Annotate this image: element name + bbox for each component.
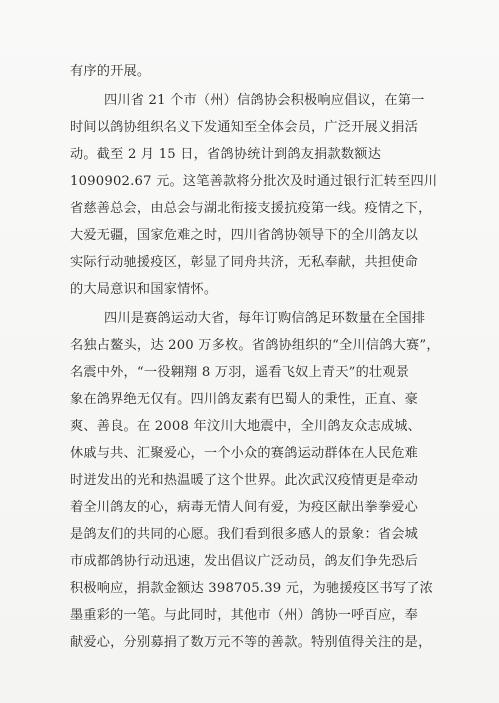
text-line: 大爱无疆，国家危难之时，四川省鸽协领导下的全川鸽友以 bbox=[70, 228, 419, 243]
text-line: 的大局意识和国家情怀。 bbox=[70, 282, 218, 297]
text-line: 时间以鸽协组织名义下发通知至全体会员，广泛开展义捐活 bbox=[70, 120, 419, 135]
text-line: 市成都鸽协行动迅速，发出倡议广泛动员，鸽友们争先恐后 bbox=[70, 554, 419, 569]
text-line: 爽、善良。在 2008 年汶川大地震中，全川鸽友众志成城、 bbox=[70, 419, 422, 434]
text-line: 积极响应，捐款金额达 398705.39 元，为驰援疫区书写了浓 bbox=[70, 581, 434, 596]
text-line: 1090902.67 元。这笔善款将分批次及时通过银行汇转至四川 bbox=[70, 174, 438, 189]
text-line: 着全川鸽友的心，病毒无情人间有爱，为疫区献出拳拳爱心 bbox=[70, 500, 419, 515]
text-line: 休戚与共、汇聚爱心，一个小众的赛鸽运动群体在人民危难 bbox=[70, 446, 419, 461]
text-line: 名独占鳌头，达 200 万多枚。省鸽协组织的“全川信鸽大赛”， bbox=[70, 338, 440, 353]
text-line: 动。截至 2 月 15 日，省鸽协统计到鸽友捐款数额达 bbox=[70, 147, 382, 162]
text-line: 时迸发出的光和热温暖了这个世界。此次武汉疫情更是牵动 bbox=[70, 473, 419, 488]
text-line: 献爱心，分别募捐了数万元不等的善款。特别值得关注的是， bbox=[70, 635, 432, 650]
text-line: 象在鸽界绝无仅有。四川鸽友素有巴蜀人的秉性，正直、豪 bbox=[70, 392, 419, 407]
text-line: 实际行动驰援疫区，彰显了同舟共济，无私奉献，共担使命 bbox=[70, 255, 419, 270]
text-line: 四川是赛鸽运动大省，每年订购信鸽足环数量在全国排 bbox=[104, 311, 426, 326]
text-line: 四川省 21 个市（州）信鸽协会积极响应倡议，在第一 bbox=[104, 93, 425, 108]
text-line: 是鸽友们的共同的心愿。我们看到很多感人的景象：省会城 bbox=[70, 527, 419, 542]
text-line: 墨重彩的一笔。与此同时，其他市（州）鸽协一呼百应，奉 bbox=[70, 608, 419, 623]
text-line: 名震中外，“一役翱翔 8 万羽，遥看飞奴上青天”的壮观景 bbox=[70, 365, 410, 380]
text-line: 省慈善总会，由总会与湖北衔接支援抗疫第一线。疫情之下， bbox=[70, 201, 432, 216]
text-line: 有序的开展。 bbox=[70, 64, 151, 79]
